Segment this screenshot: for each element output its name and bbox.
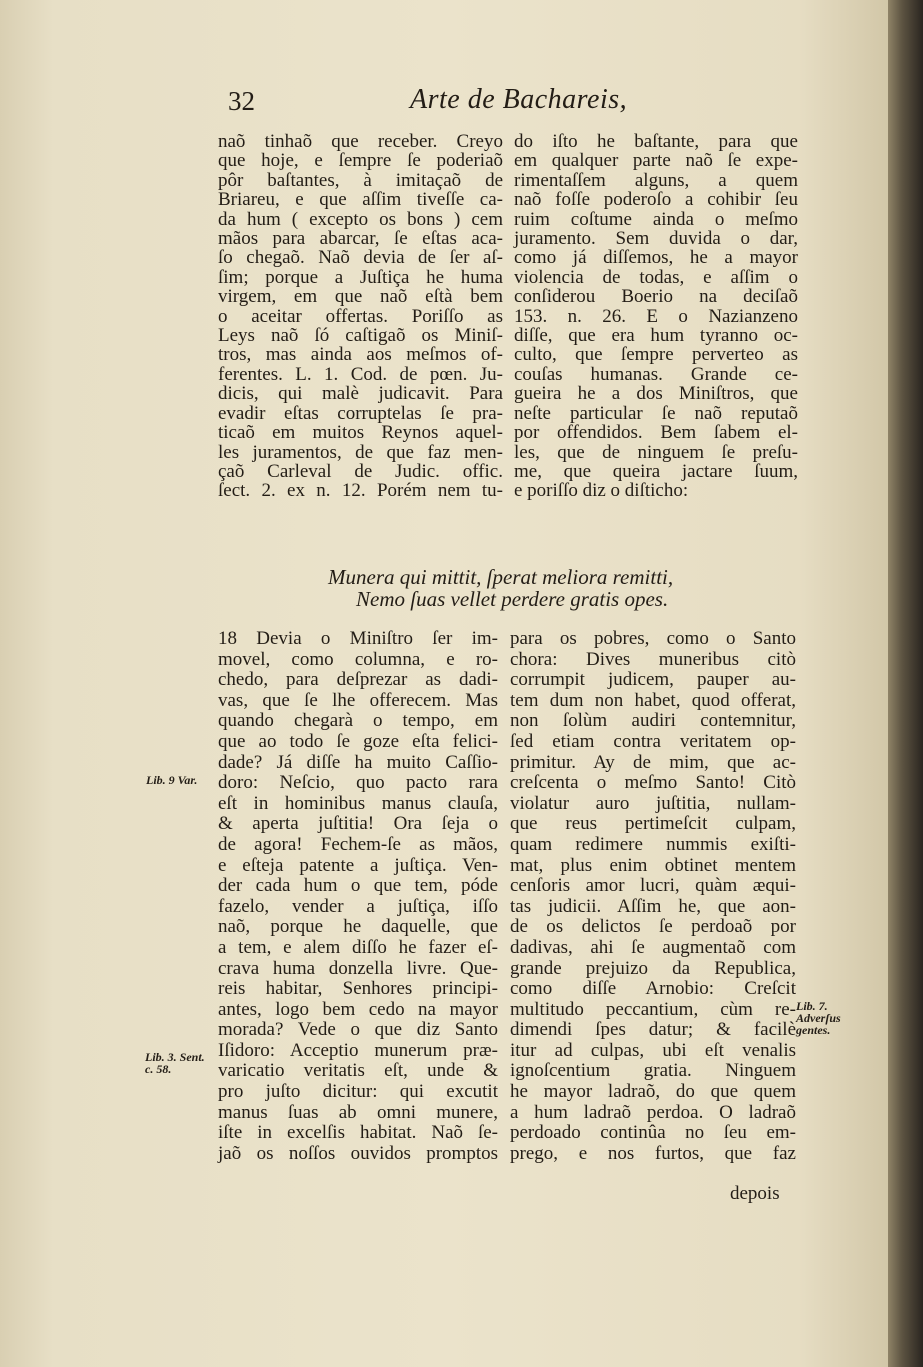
text-line: gueira he a dos Miniſtros, que xyxy=(514,383,798,405)
text-line: a tem, e alem diſſo he fazer eſ- xyxy=(218,936,498,958)
text-line: doro: Neſcio, quo pacto rara xyxy=(218,772,498,794)
text-line: Iſidoro: Acceptio munerum præ- xyxy=(218,1039,498,1061)
text-line: 153. n. 26. E o Nazianzeno xyxy=(514,305,798,327)
text-line: que hoje, e ſempre ſe poderiaõ xyxy=(218,150,503,172)
text-line: da hum ( excepto os bons ) cem xyxy=(218,208,503,230)
text-line: e poriſſo diz o diſticho: xyxy=(514,480,689,502)
text-line: ſed etiam contra veritatem op- xyxy=(510,730,796,752)
text-line: culto, que ſempre perverteo as xyxy=(514,344,798,366)
text-line: quando chegarà o tempo, em xyxy=(218,710,498,732)
text-line: virgem, em que naõ eſtà bem xyxy=(218,286,503,308)
text-line: pro juſto dicitur: qui excutit xyxy=(218,1081,498,1103)
text-line: como já diſſemos, he a mayor xyxy=(514,247,798,269)
text-line: les juramentos, de que faz men- xyxy=(218,441,503,463)
text-line: vas, que ſe lhe offerecem. Mas xyxy=(218,689,498,711)
text-line: multitudo peccantium, cùm re- xyxy=(510,998,796,1020)
text-line: cenſoris amor lucri, quàm æqui- xyxy=(510,875,796,897)
text-line: a hum ladraõ perdoa. O ladraõ xyxy=(510,1101,796,1123)
text-line: me, que queira jactare ſuum, xyxy=(514,460,798,482)
text-line: ſect. 2. ex n. 12. Porém nem tu- xyxy=(218,480,503,502)
text-line: varicatio veritatis eſt, unde & xyxy=(218,1060,498,1082)
text-line: como diſſe Arnobio: Creſcit xyxy=(510,978,796,1000)
text-line: de agora! Fechem-ſe as mãos, xyxy=(218,833,498,855)
margin-note-isidoro: Lib. 3. Sent. c. 58. xyxy=(145,1050,205,1076)
text-line: conſiderou Boerio na deciſaõ xyxy=(514,286,798,308)
verse-line: Munera qui mittit, ſperat meliora remitti, xyxy=(328,565,674,589)
text-line: chedo, para deſprezar as dadi- xyxy=(218,669,498,691)
text-line: ignoſcentium gratia. Ninguem xyxy=(510,1060,796,1082)
margin-note-cassiodoro: Lib. 9 Var. xyxy=(146,773,198,787)
text-line: que reus pertimeſcit culpam, xyxy=(510,813,796,835)
text-line: Briareu, e que aſſim tiveſſe ca- xyxy=(218,189,503,211)
text-line: tas judicii. Aſſim he, que aon- xyxy=(510,895,796,917)
text-line: o aceitar offertas. Poriſſo as xyxy=(218,305,503,327)
text-line: movel, como columna, e ro- xyxy=(218,648,498,670)
text-line: para os pobres, como o Santo xyxy=(510,628,796,649)
text-line: corrumpit judicem, pauper au- xyxy=(510,669,796,691)
text-line: ticaõ em muitos Reynos aquel- xyxy=(218,422,503,444)
text-line: pôr baſtantes, à imitaçaõ de xyxy=(218,169,503,191)
text-line: ſim; porque a Juſtiça he huma xyxy=(218,266,503,288)
text-line: der cada hum o que tem, póde xyxy=(218,875,498,897)
text-line: tem dum non habet, quod offerat, xyxy=(510,689,796,711)
text-column-4 xyxy=(510,629,796,1164)
verse-line: Nemo ſuas vellet perdere gratis opes. xyxy=(356,587,669,611)
text-line: e eſteja patente a juſtiça. Ven- xyxy=(218,854,498,876)
text-line: 18 Devia o Miniſtro ſer im- xyxy=(218,628,498,649)
text-line: reis habitar, Senhores principi- xyxy=(218,978,498,1000)
text-line: & aperta juſtitia! Ora ſeja o xyxy=(218,813,498,835)
text-line: naõ tinhaõ que receber. Creyo xyxy=(218,131,503,152)
text-line: dade? Já diſſe ha muito Caſſio- xyxy=(218,751,498,773)
latin-distich xyxy=(300,566,760,610)
text-line: primitur. Ay de mim, que ac- xyxy=(510,751,796,773)
text-line: quam redimere nummis exiſti- xyxy=(510,833,796,855)
text-line: Leys naõ ſó caſtigaõ os Miniſ- xyxy=(218,325,503,347)
text-line: fazelo, vender a juſtiça, iſſo xyxy=(218,895,498,917)
text-line: tros, mas ainda aos meſmos of- xyxy=(218,344,503,366)
text-line: itur ad culpas, ubi eſt venalis xyxy=(510,1039,796,1061)
text-line: juramento. Sem duvida o dar, xyxy=(514,228,798,250)
text-line: antes, logo bem cedo na mayor xyxy=(218,998,498,1020)
text-line: diſſe, que era hum tyranno oc- xyxy=(514,325,798,347)
text-line: morada? Vede o que diz Santo xyxy=(218,1019,498,1041)
catchword: depois xyxy=(730,1183,780,1204)
page-number: 32 xyxy=(228,86,255,116)
text-line: que ao todo ſe goze eſta felici- xyxy=(218,730,498,752)
text-line: do iſto he baſtante, para que xyxy=(514,131,798,152)
text-line: violencia de todas, e aſſim o xyxy=(514,266,798,288)
text-line: violatur auro juſtitia, nullam- xyxy=(510,792,796,814)
text-line: ferentes. L. 1. Cod. de pœn. Ju- xyxy=(218,363,503,385)
text-line: rimentaſſem alguns, a quem xyxy=(514,169,798,191)
text-column-1 xyxy=(218,132,503,501)
text-line: dimendi ſpes datur; & facilè xyxy=(510,1019,796,1041)
text-line: çaõ Carleval de Judic. offic. xyxy=(218,460,503,482)
text-line: les, que de ninguem ſe preſu- xyxy=(514,441,798,463)
text-line: iſte in excelſis habitat. Naõ ſe- xyxy=(218,1122,498,1144)
text-line: naõ foſſe poderoſo a cohibir ſeu xyxy=(514,189,798,211)
text-line: couſas humanas. Grande ce- xyxy=(514,363,798,385)
text-line: chora: Dives muneribus citò xyxy=(510,648,796,670)
text-column-3 xyxy=(218,629,498,1164)
text-line: neſte particular ſe naõ reputaõ xyxy=(514,402,798,424)
text-line: naõ, porque he daquelle, que xyxy=(218,916,498,938)
text-line: por offendidos. Bem ſabem el- xyxy=(514,422,798,444)
text-line: mat, plus enim obtinet mentem xyxy=(510,854,796,876)
margin-note-arnobio: Lib. 7. Adverſus gentes. xyxy=(796,999,841,1037)
running-title: Arte de Bachareis, xyxy=(410,84,628,115)
text-line: prego, e nos furtos, que faz xyxy=(510,1142,796,1164)
text-line: ruim coſtume ainda o meſmo xyxy=(514,208,798,230)
text-line: creſcenta o meſmo Santo! Citò xyxy=(510,772,796,794)
text-line: he mayor ladraõ, do que quem xyxy=(510,1081,796,1103)
text-line: grande prejuizo da Republica, xyxy=(510,957,796,979)
text-column-2 xyxy=(514,132,798,501)
text-line: em qualquer parte naõ ſe expe- xyxy=(514,150,798,172)
text-line: manus ſuas ab omni munere, xyxy=(218,1101,498,1123)
page-edge xyxy=(888,0,923,1367)
text-line: dadivas, ahi ſe augmentaõ com xyxy=(510,936,796,958)
text-line: perdoado continûa no ſeu em- xyxy=(510,1122,796,1144)
text-line: jaõ os noſſos ouvidos promptos xyxy=(218,1142,498,1164)
text-line: dicis, qui malè judicavit. Para xyxy=(218,383,503,405)
text-line: evadir eſtas corruptelas ſe pra- xyxy=(218,402,503,424)
text-line: crava huma donzella livre. Que- xyxy=(218,957,498,979)
text-line: ſo chegaõ. Naõ devia de ſer aſ- xyxy=(218,247,503,269)
text-line: eſt in hominibus manus clauſa, xyxy=(218,792,498,814)
text-line: non ſolùm audiri contemnitur, xyxy=(510,710,796,732)
text-line: de os delictos ſe perdoaõ por xyxy=(510,916,796,938)
text-line: mãos para abarcar, ſe eſtas aca- xyxy=(218,228,503,250)
